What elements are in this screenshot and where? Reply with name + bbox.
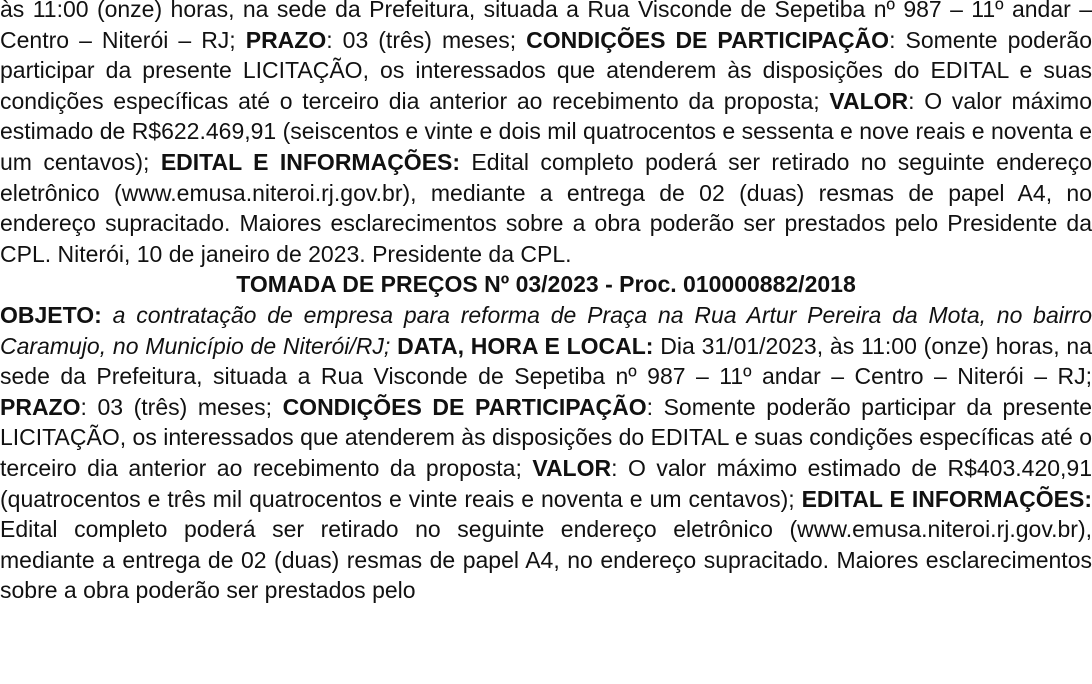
notice-1-valor-text: : O valor máximo estimado de R$622.469,91 (seiscentos e vinte e dois mil quatrocentos e sessenta e nove reais e noventa e um centavos); — [0, 87, 1092, 175]
notice-1-conditions-label: CONDIÇÕES DE PARTICIPAÇÃO — [526, 26, 890, 53]
notice-1-valor-label: VALOR — [829, 87, 909, 114]
notice-2-paragraph — [0, 300, 1092, 606]
notice-1-conditions-text: : Somente poderão participar da presente LICITAÇÃO, os interessados que atenderem às disposições do EDITAL e suas condições específicas até o terceiro dia anterior ao recebimento da proposta; — [0, 26, 1092, 114]
notice-1-paragraph — [0, 0, 1092, 269]
notice-1-date-location-text: às 11:00 (onze) horas, na sede da Prefeitura, situada a Rua Visconde de Sepetiba nº 987 – 11º andar – Centro – Niterói – RJ; — [0, 0, 1092, 53]
notice-2-edital-label: EDITAL E INFORMAÇÕES: — [801, 485, 1092, 512]
notice-2-heading: TOMADA DE PREÇOS Nº 03/2023 - Proc. 010000882/2018 — [236, 271, 856, 298]
notice-2-valor-text: : O valor máximo estimado de R$403.420,91 (quatrocentos e três mil quatrocentos e vinte reais e noventa e um centavos); — [0, 454, 1092, 512]
notice-2-conditions-label: CONDIÇÕES DE PARTICIPAÇÃO — [282, 393, 647, 420]
notice-1-prazo-label: PRAZO — [245, 26, 327, 53]
notice-1-edital-text: Edital completo poderá ser retirado no seguinte endereço eletrônico (www.emusa.niteroi.rj.gov.br), mediante a entrega de 02 (duas) resmas de papel A4, no endereço supracitado. Maiores esclarecimentos sobre a obra poderão ser prestados pelo Presidente da CPL. Niterói, 10 de janeiro de 2023. Presidente da CPL. — [0, 148, 1092, 267]
notice-2-date-location-text: Dia 31/01/2023, às 11:00 (onze) horas, na sede da Prefeitura, situada a Rua Visconde de Sepetiba nº 987 – 11º andar – Centro – Niterói – RJ; — [0, 332, 1092, 390]
notice-2-edital-text: Edital completo poderá ser retirado no seguinte endereço eletrônico (www.emusa.niteroi.rj.gov.br), mediante a entrega de 02 (duas) resmas de papel A4, no endereço supracitado. Maiores esclarecimentos sobre a obra poderão ser prestados pelo — [0, 516, 1092, 604]
notice-2-objeto-text: a contratação de empresa para reforma de Praça na Rua Artur Pereira da Mota, no bairro Caramujo, no Município de Niterói/RJ; — [0, 301, 1092, 359]
notice-2-objeto-label: OBJETO: — [0, 301, 102, 328]
notice-2-prazo-text: : 03 (três) meses; — [80, 393, 283, 420]
notice-1-edital-label: EDITAL E INFORMAÇÕES: — [160, 148, 461, 175]
notice-2-valor-label: VALOR — [532, 454, 612, 481]
notice-2-data-label: DATA, HORA E LOCAL: — [390, 332, 654, 359]
notice-2-conditions-text: : Somente poderão participar da presente LICITAÇÃO, os interessados que atenderem às disposições do EDITAL e suas condições específicas até o terceiro dia anterior ao recebimento da proposta; — [0, 393, 1092, 481]
notice-1-prazo-text: : 03 (três) meses; — [326, 26, 527, 53]
notice-2-prazo-label: PRAZO — [0, 393, 81, 420]
